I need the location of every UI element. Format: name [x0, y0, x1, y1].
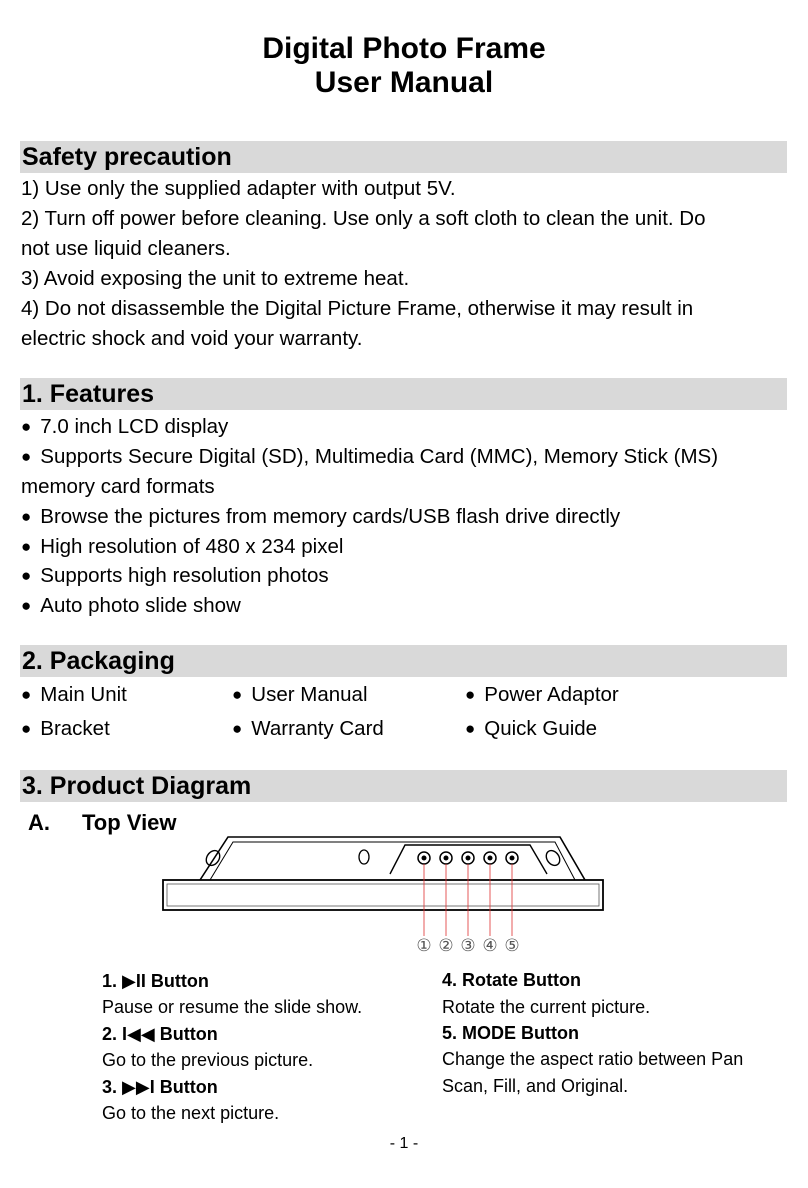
packaging-item: ● Main Unit [21, 683, 127, 708]
previous-icon: I◀◀ [122, 1024, 155, 1044]
button-3-title: 3. ▶▶I Button [102, 1077, 218, 1097]
callout-1: ① [416, 936, 432, 956]
packaging-item: ● Quick Guide [465, 717, 597, 742]
feature-item: ● Supports high resolution photos [21, 564, 329, 589]
section-heading-packaging: 2. Packaging [20, 645, 787, 677]
button-1-desc: Pause or resume the slide show. [102, 997, 363, 1017]
top-view-diagram [155, 830, 615, 958]
safety-line: 4) Do not disassemble the Digital Picture Frame, otherwise it may result in [21, 297, 694, 320]
packaging-item: ● Warranty Card [232, 717, 384, 742]
button-5-title: 5. MODE Button [442, 1023, 579, 1043]
feature-item: ● Auto photo slide show [21, 594, 241, 619]
button-2-title: 2. I◀◀ Button [102, 1024, 218, 1044]
button-5-desc-line2: Scan, Fill, and Original. [442, 1076, 629, 1096]
section-heading-safety: Safety precaution [20, 141, 787, 173]
feature-item: ● High resolution of 480 x 234 pixel [21, 535, 343, 560]
section-heading-diagram: 3. Product Diagram [20, 770, 787, 802]
packaging-item: ● User Manual [232, 683, 368, 708]
safety-line: 2) Turn off power before cleaning. Use only a soft cloth to clean the unit. Do [21, 207, 706, 230]
safety-line: 3) Avoid exposing the unit to extreme heat. [21, 267, 410, 290]
feature-item: ● Browse the pictures from memory cards/USB flash drive directly [21, 505, 620, 530]
feature-item: ● 7.0 inch LCD display [21, 415, 228, 440]
manual-title-line2: User Manual [314, 66, 494, 99]
safety-line: 1) Use only the supplied adapter with output 5V. [21, 177, 456, 200]
callout-4: ④ [482, 936, 498, 956]
section-heading-features: 1. Features [20, 378, 787, 410]
safety-line: not use liquid cleaners. [21, 237, 231, 260]
button-3-desc: Go to the next picture. [102, 1103, 280, 1123]
button-4-desc: Rotate the current picture. [442, 997, 651, 1017]
button-5-desc-line1: Change the aspect ratio between Pan [442, 1049, 744, 1069]
feature-item: ● Supports Secure Digital (SD), Multimedia Card (MMC), Memory Stick (MS) [21, 445, 718, 470]
callout-2: ② [438, 936, 454, 956]
button-1-title: 1. ▶II Button [102, 971, 209, 991]
next-icon: ▶▶I [122, 1077, 155, 1097]
manual-title-line1: Digital Photo Frame [262, 32, 546, 65]
safety-line: electric shock and void your warranty. [21, 327, 363, 350]
device-button-icon [462, 852, 474, 864]
device-button-icon [440, 852, 452, 864]
view-letter: A. [28, 810, 50, 835]
button-2-desc: Go to the previous picture. [102, 1050, 314, 1070]
button-4-title: 4. Rotate Button [442, 970, 581, 990]
packaging-item: ● Bracket [21, 717, 110, 742]
view-title: Top View [82, 810, 177, 835]
packaging-item: ● Power Adaptor [465, 683, 619, 708]
page-number: - 1 - [389, 1135, 419, 1152]
device-button-icon [484, 852, 496, 864]
device-button-icon [418, 852, 430, 864]
callout-3: ③ [460, 936, 476, 956]
play-pause-icon: ▶II [122, 971, 146, 991]
device-button-icon [506, 852, 518, 864]
feature-item-continuation: memory card formats [21, 475, 215, 498]
callout-5: ⑤ [504, 936, 520, 956]
